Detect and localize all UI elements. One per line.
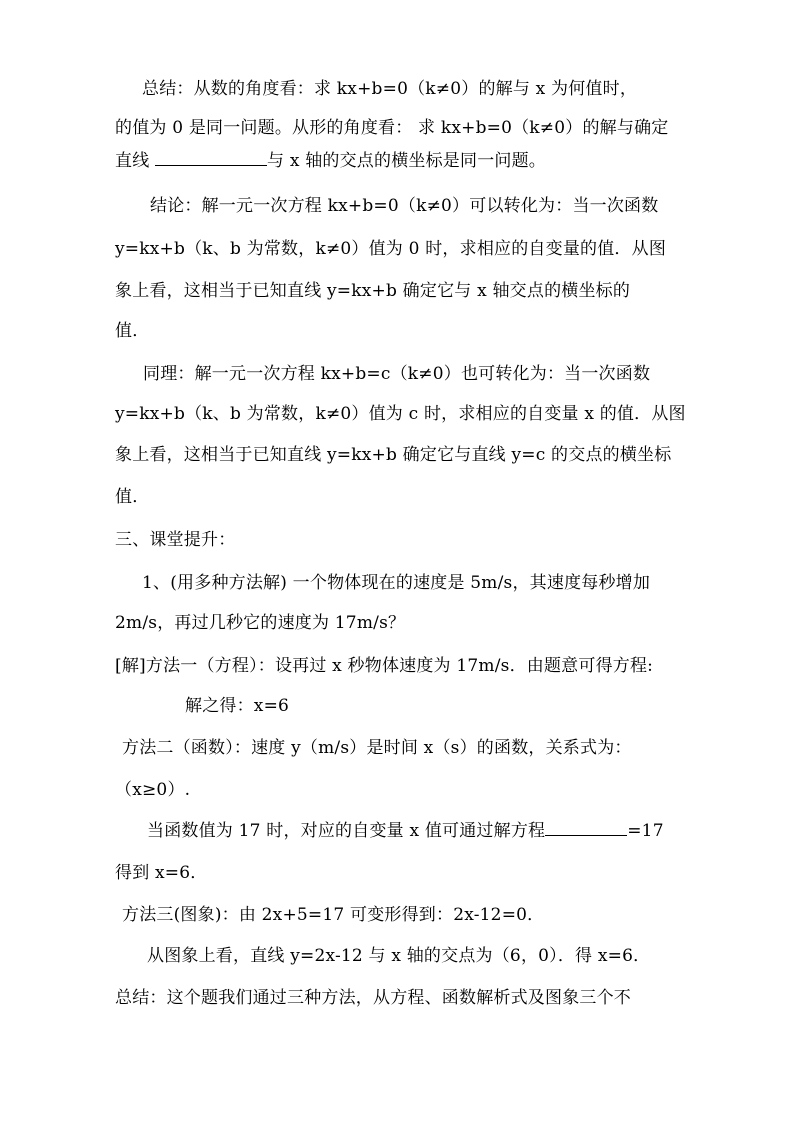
summary-line-2: 的值为 0 是同一问题。从形的角度看： 求 kx+b=0（k≠0）的解与确定	[115, 118, 669, 138]
summary-line-3-suffix: 与 x 轴的交点的横坐标是同一问题。	[267, 151, 547, 171]
method-2-line-3-suffix: =17	[627, 821, 664, 841]
method-2-line-4: 得到 x=6．	[115, 863, 208, 883]
method-3-line-1: 方法三(图象)：由 2x+5=17 可变形得到：2x-12=0．	[122, 905, 545, 925]
similarly-line-3: 象上看，这相当于已知直线 y=kx+b 确定它与直线 y=c 的交点的横坐标	[115, 445, 672, 465]
summary-line-1: 总结：从数的角度看：求 kx+b=0（k≠0）的解与 x 为何值时，	[142, 79, 638, 99]
summary-2-line-1: 总结：这个题我们通过三种方法，从方程、函数解析式及图象三个不	[115, 988, 631, 1008]
method-2-line-1: 方法二（函数）：速度 y（m/s）是时间 x（s）的函数，关系式为：	[122, 738, 632, 758]
fill-in-blank	[545, 820, 627, 836]
conclusion-line-2: y=kx+b（k、b 为常数，k≠0）值为 0 时，求相应的自变量的值．从图	[115, 239, 667, 259]
similarly-line-2: y=kx+b（k、b 为常数，k≠0）值为 c 时，求相应的自变量 x 的值．从图	[115, 404, 686, 424]
conclusion-line-1: 结论：解一元一次方程 kx+b=0（k≠0）可以转化为：当一次函数	[150, 196, 659, 216]
summary-line-3-prefix: 直线	[115, 151, 156, 171]
section-heading: 三、课堂提升：	[115, 530, 236, 550]
fill-in-blank	[155, 150, 267, 166]
similarly-line-4: 值．	[115, 487, 150, 507]
method-1-line-2: 解之得：x=6	[185, 696, 290, 716]
method-2-line-2: （x≥0）.	[115, 780, 191, 800]
method-2-line-3	[147, 820, 664, 842]
question-1-line-2: 2m/s，再过几秒它的速度为 17m/s？	[115, 613, 406, 633]
conclusion-line-3: 象上看，这相当于已知直线 y=kx+b 确定它与 x 轴交点的横坐标的	[115, 281, 631, 301]
similarly-line-1: 同理：解一元一次方程 kx+b=c（k≠0）也可转化为：当一次函数	[143, 364, 651, 384]
method-3-line-2: 从图象上看，直线 y=2x-12 与 x 轴的交点为（6，0）．得 x=6．	[147, 946, 651, 966]
conclusion-line-4: 值．	[115, 321, 150, 341]
method-2-line-3-prefix: 当函数值为 17 时，对应的自变量 x 值可通过解方程	[147, 821, 546, 841]
summary-line-3	[115, 150, 546, 172]
method-1-line-1: [解]方法一（方程）：设再过 x 秒物体速度为 17m/s．由题意可得方程:	[115, 656, 654, 676]
question-1-line-1: 1、(用多种方法解) 一个物体现在的速度是 5m/s，其速度每秒增加	[142, 573, 651, 593]
